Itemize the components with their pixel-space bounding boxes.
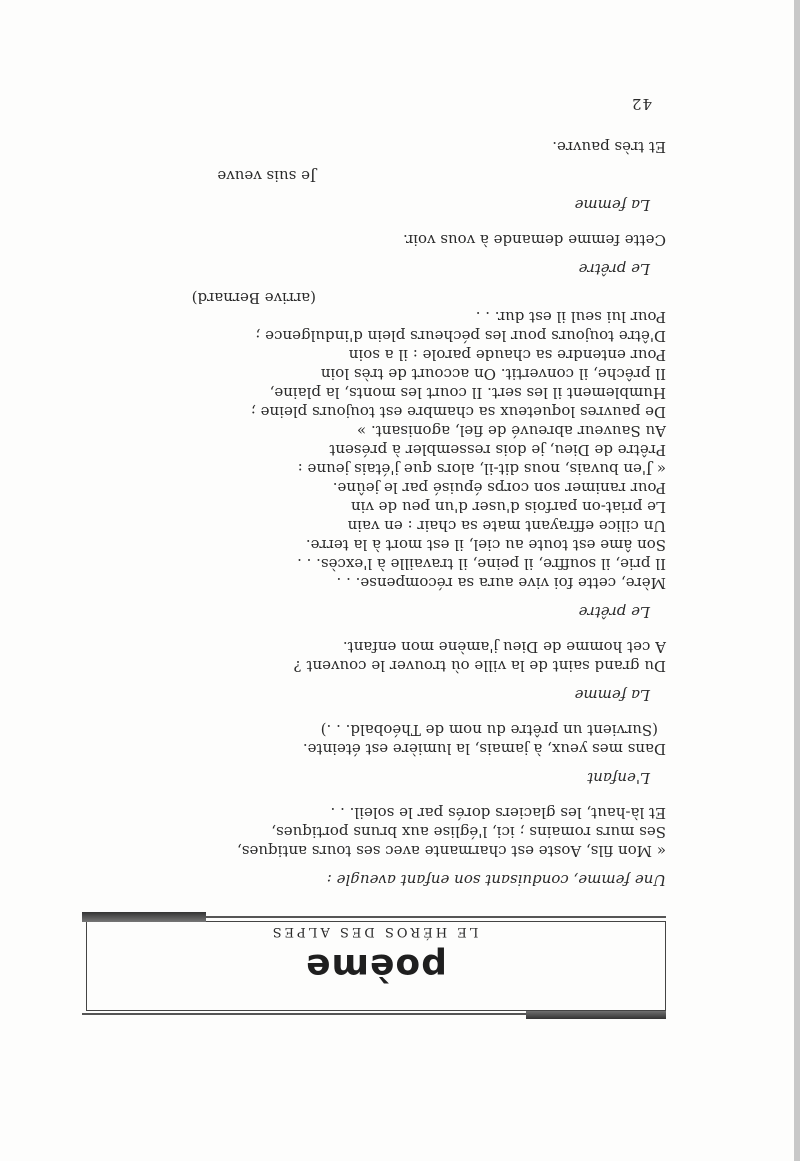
page-number: 42 xyxy=(630,95,652,113)
page-title: poème xyxy=(305,946,447,987)
title-rule-bottom xyxy=(82,912,206,922)
verse-line: Un cilice effrayant mate sa chair : en vain xyxy=(347,517,666,535)
verse-line: « Mon fils, Aoste est charmante avec ses tours antiques, xyxy=(237,842,666,860)
verse-line: Il prie, il souffre, il peine, il travaille à l'excès. . . xyxy=(297,555,666,573)
verse-line: Je suis veuve xyxy=(217,167,316,185)
stage-intro: Une femme, conduisant son enfant aveugle : xyxy=(326,871,666,889)
verse-line: A cet homme de Dieu j'amène mon enfant. xyxy=(342,638,666,656)
verse-line: De pauvres loqueteux sa chambre est toujours pleine ; xyxy=(250,403,666,421)
verse-line: Pour ranimer son corps épuisé par le jeûne. xyxy=(332,479,666,497)
speaker-name: L'enfant xyxy=(587,769,650,787)
stage-direction: (Survient un prêtre du nom de Théobald. . .) xyxy=(320,721,658,739)
verse-line: Pour lui seul il est dur. . . xyxy=(475,308,666,326)
stage-direction: (arrive Bernard) xyxy=(191,289,316,307)
verse-line: Mère, cette foi vive aura sa récompense. . . xyxy=(336,574,666,592)
verse-line: Il prêche, il convertit. On accourt de très loin xyxy=(320,365,666,383)
verse-line: Ses murs romains ; ici, l'église aux bruns portiques, xyxy=(271,823,666,841)
speaker-name: La femme xyxy=(574,686,650,704)
verse-line: Humblement il les sert. Il court les monts, la plaine, xyxy=(269,384,666,402)
verse-line: Dans mes yeux, à jamais, la lumière est éteinte. xyxy=(302,740,666,758)
speaker-name: La femme xyxy=(574,196,650,214)
verse-line: Du grand saint de la ville où trouver le couvent ? xyxy=(293,657,666,675)
title-rule-top xyxy=(526,1010,666,1019)
section-heading: LE HÉROS DES ALPES xyxy=(269,924,479,939)
verse-line: Cette femme demande à vous voir. xyxy=(402,231,666,249)
verse-line: Au Sauveur abreuvé de fiel, agonisant. » xyxy=(356,422,666,440)
speaker-name: Le prêtre xyxy=(578,603,650,621)
verse-line: « J'en buvais, nous dit-il, alors que j'étais jeune : xyxy=(297,460,666,478)
verse-line: Et très pauvre. xyxy=(552,138,666,156)
verse-line: D'être toujours pour les pécheurs plein d'indulgence ; xyxy=(255,327,666,345)
poem-text xyxy=(66,137,666,889)
verse-line: Son âme est toute au ciel, il est mort à la terre. xyxy=(305,536,666,554)
verse-line: Pour entendre sa chaude parole : il a soin xyxy=(348,346,666,364)
verse-line: Le priat-on parfois d'user d'un peu de vin xyxy=(350,498,666,516)
scan-edge xyxy=(794,0,800,1161)
verse-line: Prêtre de Dieu, je dois ressembler à présent xyxy=(329,441,666,459)
verse-line: Et là-haut, les glaciers dorés par le soleil. . . xyxy=(330,804,666,822)
speaker-name: Le prêtre xyxy=(578,260,650,278)
